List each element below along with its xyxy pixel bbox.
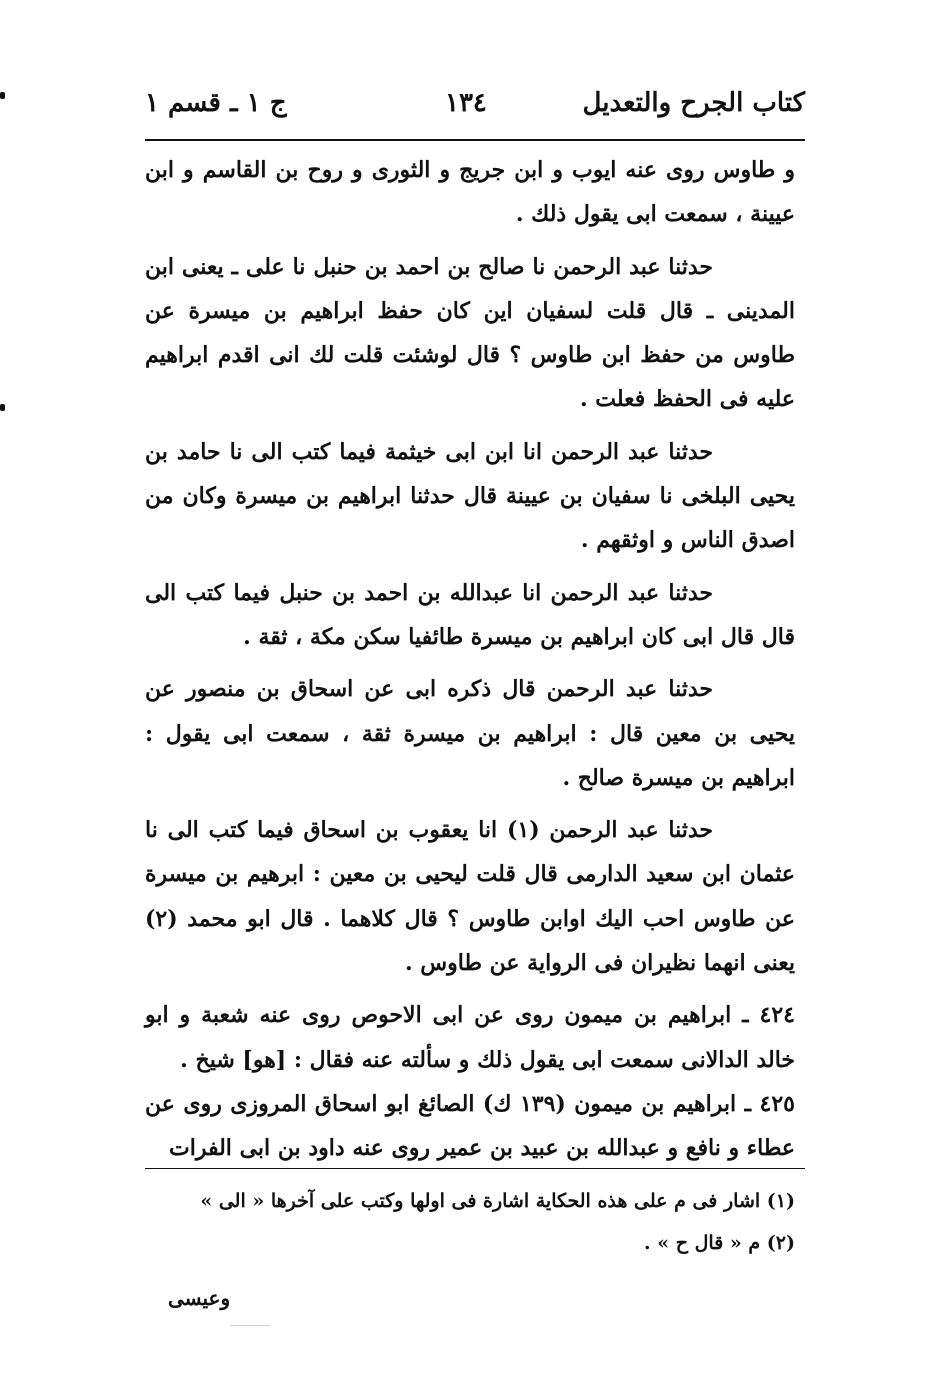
paragraph: حدثنا عبد الرحمن انا عبدالله بن احمد بن حنبل فيما كتب الى قال قال ابى كان ابراهيم بن ميسرة طائفيا سكن مكة ، ثقة . — [145, 579, 795, 650]
paragraph: حدثنا عبد الرحمن (١) انا يعقوب بن اسحاق فيما كتب الى نا عثمان ابن سعيد الدارمى قال قلت ليحيى بن معين : ابرهيم بن ميسرة عن طاوس احب اليك اوابن طاوس ؟ قال كلاهما . قال ابو محمد (٢) يعنى انهما نظيران فى الرواية عن طاوس . — [145, 817, 795, 977]
margin-mark — [0, 404, 5, 411]
footnote-rule — [145, 1168, 805, 1169]
volume-label: ج ١ ـ قسم ١ — [145, 88, 287, 118]
book-title: كتاب الجرح والتعديل — [582, 88, 805, 118]
page-number: ١٣٤ — [445, 88, 487, 118]
main-text — [145, 148, 795, 1171]
catchword: وعيسى — [168, 1286, 231, 1310]
margin-mark — [0, 92, 5, 99]
entry-424: ٤٢٤ ـ ابراهيم بن ميمون روى عن ابى الاحوص روى عنه شعبة و ابو خالد الدالانى سمعت ابى يقول ذلك و سألته عنه فقال : [هو] شيخ . — [145, 1002, 795, 1073]
running-header — [145, 88, 805, 132]
footnote-2: (٢) م « قال ح » . — [644, 1232, 795, 1254]
paragraph: حدثنا عبد الرحمن قال ذكره ابى عن اسحاق بن منصور عن يحيى بن معين قال : ابراهيم بن ميسرة ثقة ، سمعت ابى يقول : ابراهيم بن ميسرة صالح . — [145, 676, 795, 791]
entry-425: ٤٢٥ ـ ابراهيم بن ميمون (١٣٩ ك) الصائغ ابو اسحاق المروزى روى عن عطاء و نافع و عبدالله بن عبيد بن عمير روى عنه داود بن ابى الفرات — [145, 1090, 795, 1162]
header-rule — [145, 139, 805, 141]
paragraph: و طاوس روى عنه ايوب و ابن جريج و الثورى و روح بن القاسم و ابن عيينة ، سمعت ابى يقول ذلك . — [145, 157, 795, 228]
divider — [230, 1325, 270, 1326]
footnote-1: (١) اشار فى م على هذه الحكاية اشارة فى اولها وكتب على آخرها « الى » — [200, 1190, 795, 1212]
paragraph: حدثنا عبد الرحمن انا ابن ابى خيثمة فيما كتب الى نا حامد بن يحيى البلخى نا سفيان بن عيينة قال حدثنا ابراهيم بن ميسرة وكان من اصدق الناس و اوثقهم . — [145, 438, 795, 554]
paragraph: حدثنا عبد الرحمن نا صالح بن احمد بن حنبل نا على ـ يعنى ابن المدينى ـ قال قلت لسفيان اين كان حفظ ابراهيم بن ميسرة عن طاوس من حفظ ابن طاوس ؟ قال لوشئت قلت لك انى اقدم ابراهيم عليه فى الحفظ فعلت . — [145, 253, 795, 413]
footnotes — [145, 1180, 795, 1264]
